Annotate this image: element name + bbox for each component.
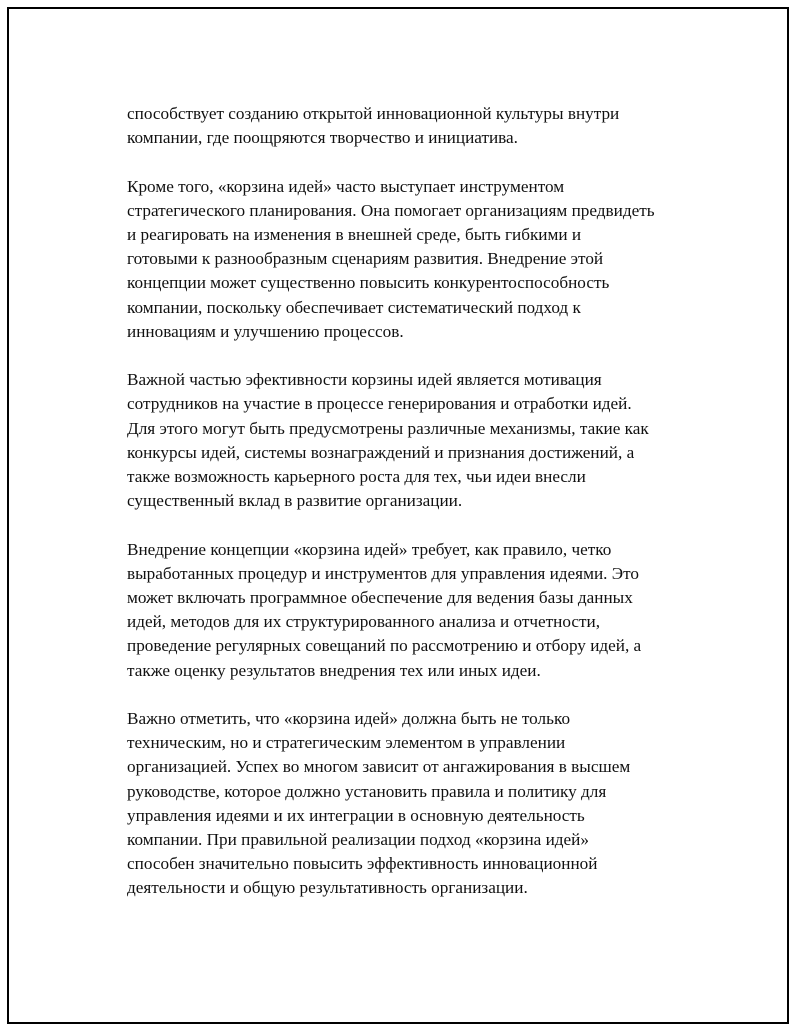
text-line: и реагировать на изменения в внешней среде, быть гибкими и xyxy=(127,225,582,244)
text-line: компании, где поощряются творчество и инициатива. xyxy=(127,128,518,148)
text-line: компании, поскольку обеспечивает систематический подход к xyxy=(127,297,581,317)
text-line: концепции может существенно повысить конкурентоспособность xyxy=(127,273,610,293)
text-line: также оценку результатов внедрения тех или иных идеи. xyxy=(127,660,541,680)
text-line: сотрудников на участие в процессе генерирования и отработки идей. xyxy=(127,394,632,414)
text-line: инновациям и улучшению процессов. xyxy=(127,321,404,341)
document-body xyxy=(127,102,707,925)
paragraph-1 xyxy=(127,102,707,150)
text-line: Внедрение концепции «корзина идей» требует, как правило, четко xyxy=(127,539,612,559)
text-line: готовыми к разнообразным сценариям развития. Внедрение этой xyxy=(127,249,604,269)
text-line: может включать программное обеспечение для ведения базы данных xyxy=(127,588,633,608)
text-line: идей, методов для их структурированного анализа и отчетности, xyxy=(127,612,601,632)
text-line: выработанных процедур и инструментов для управления идеями. Это xyxy=(127,563,639,583)
text-line: организацией. Успех во многом зависит от ангажирования в высшем xyxy=(127,757,631,777)
text-line: также возможность карьерного роста для тех, чьи идеи внесли xyxy=(127,467,586,487)
text-line: проведение регулярных совещаний по рассмотрению и отбору идей, а xyxy=(127,636,642,656)
text-line: Важно отметить, что «корзина идей» должна быть не только xyxy=(127,709,571,729)
text-line: способствует созданию открытой инновационной культуры внутри xyxy=(127,104,620,123)
text-line: способен значительно повысить эффективность инновационной xyxy=(127,854,598,874)
text-line: Важной частью эфективности корзины идей является мотивация xyxy=(127,370,602,390)
page-frame xyxy=(7,7,789,1024)
text-line: техническим, но и стратегическим элементом в управлении xyxy=(127,733,566,753)
text-line: Кроме того, «корзина идей» часто выступает инструментом xyxy=(127,176,565,196)
text-line: Для этого могут быть предусмотрены различные механизмы, такие как xyxy=(127,418,649,438)
text-line: стратегического планирования. Она помогает организациям предвидеть xyxy=(127,200,655,220)
text-line: деятельности и общую результативность организации. xyxy=(127,878,528,898)
text-line: управления идеями и их интеграции в основную деятельность xyxy=(127,805,585,825)
paragraph-5 xyxy=(127,707,707,901)
text-line: компании. При правильной реализации подход «корзина идей» xyxy=(127,830,589,850)
text-line: существенный вклад в развитие организации. xyxy=(127,491,463,511)
paragraph-3 xyxy=(127,368,707,513)
paragraph-2 xyxy=(127,175,707,344)
text-line: руководстве, которое должно установить правила и политику для xyxy=(127,781,607,801)
paragraph-4 xyxy=(127,538,707,683)
text-line: конкурсы идей, системы вознаграждений и признания достижений, а xyxy=(127,442,635,462)
